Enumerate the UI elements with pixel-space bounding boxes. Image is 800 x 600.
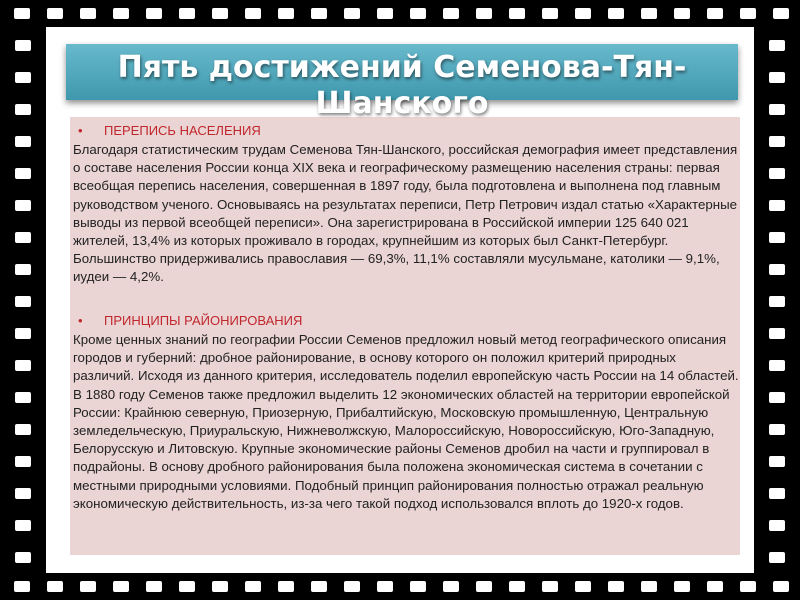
film-perforation bbox=[769, 40, 785, 51]
film-perforation bbox=[769, 520, 785, 531]
film-perforation bbox=[15, 72, 31, 83]
film-perforation bbox=[377, 581, 393, 592]
film-perforation bbox=[15, 264, 31, 275]
film-perforation bbox=[179, 8, 195, 19]
film-perforation bbox=[47, 8, 63, 19]
film-perforation bbox=[344, 581, 360, 592]
film-perforation bbox=[769, 392, 785, 403]
film-perforation bbox=[443, 8, 459, 19]
film-perforation bbox=[15, 40, 31, 51]
film-perforation bbox=[740, 581, 756, 592]
film-perforation bbox=[15, 424, 31, 435]
section-heading-census bbox=[78, 123, 261, 139]
film-perforation bbox=[769, 104, 785, 115]
bullet-icon: • bbox=[78, 313, 83, 328]
film-perforation bbox=[641, 8, 657, 19]
film-perforation bbox=[773, 581, 789, 592]
film-perforation bbox=[769, 552, 785, 563]
film-perforation bbox=[674, 8, 690, 19]
film-perforation bbox=[608, 8, 624, 19]
section-text-census: Благодаря статистическим трудам Семенова Тян-Шанского, российская демография имеет представления о составе населения России конца XIX века и географическому размещению населения страны: первая всеобщая перепись населения, совершенная в 1897 году, была подготовлена и выполнена под главным руководством ученого. Основываясь на результатах переписи, Петр Петрович издал статью «Характерные выводы из первой всеобщей переписи». Она зарегистрирована в Российской империи 125 640 021 жителей, 13,4% из которых проживало в городах, крупнейшим из которых был Санкт-Петербург. Большинство придерживались православия — 69,3%, 11,1% составляли мусульмане, католики — 9,1%, иудеи — 4,2%. bbox=[73, 142, 738, 285]
film-perforation bbox=[443, 581, 459, 592]
film-perforation bbox=[575, 8, 591, 19]
film-perforation bbox=[773, 8, 789, 19]
film-perforation bbox=[146, 8, 162, 19]
film-perforation bbox=[80, 8, 96, 19]
film-perforation bbox=[146, 581, 162, 592]
slide-title: Пять достижений Семенова-Тян-Шанского bbox=[117, 50, 687, 121]
film-perforation bbox=[740, 8, 756, 19]
film-perforation bbox=[113, 581, 129, 592]
film-perforation bbox=[15, 296, 31, 307]
film-perforation bbox=[769, 488, 785, 499]
film-perforation bbox=[14, 8, 30, 19]
film-perforation bbox=[245, 8, 261, 19]
film-perforation bbox=[245, 581, 261, 592]
film-perforation bbox=[15, 168, 31, 179]
film-perforation bbox=[278, 8, 294, 19]
film-perforation bbox=[47, 581, 63, 592]
film-perforation bbox=[15, 488, 31, 499]
film-perforation bbox=[769, 424, 785, 435]
film-perforation bbox=[707, 581, 723, 592]
film-perforation bbox=[410, 581, 426, 592]
film-perforation bbox=[311, 8, 327, 19]
film-perforation bbox=[15, 104, 31, 115]
film-perforation bbox=[14, 581, 30, 592]
film-perforation bbox=[769, 360, 785, 371]
film-perforation bbox=[769, 168, 785, 179]
film-perforation bbox=[769, 232, 785, 243]
film-perforation bbox=[769, 136, 785, 147]
film-perforation bbox=[476, 8, 492, 19]
film-perforation bbox=[509, 581, 525, 592]
film-perforation bbox=[278, 581, 294, 592]
film-perforation bbox=[377, 8, 393, 19]
film-perforation bbox=[608, 581, 624, 592]
film-perforation bbox=[769, 456, 785, 467]
film-perforation bbox=[769, 200, 785, 211]
film-perforation bbox=[15, 232, 31, 243]
film-perforation bbox=[707, 8, 723, 19]
heading-text: ПРИНЦИПЫ РАЙОНИРОВАНИЯ bbox=[104, 313, 303, 328]
film-perforation bbox=[769, 72, 785, 83]
film-perforation bbox=[15, 520, 31, 531]
bullet-icon: • bbox=[78, 123, 83, 138]
film-perforation bbox=[542, 581, 558, 592]
heading-text: ПЕРЕПИСЬ НАСЕЛЕНИЯ bbox=[104, 123, 261, 138]
film-perforation bbox=[15, 360, 31, 371]
film-perforation bbox=[769, 328, 785, 339]
film-perforation bbox=[641, 581, 657, 592]
film-perforation bbox=[15, 328, 31, 339]
film-perforation bbox=[15, 552, 31, 563]
film-perforation bbox=[311, 581, 327, 592]
film-perforation bbox=[179, 581, 195, 592]
film-perforation bbox=[542, 8, 558, 19]
film-perforation bbox=[15, 136, 31, 147]
film-perforation bbox=[15, 392, 31, 403]
film-perforation bbox=[113, 8, 129, 19]
film-perforation bbox=[212, 8, 228, 19]
film-perforation bbox=[212, 581, 228, 592]
film-perforation bbox=[80, 581, 96, 592]
film-perforation bbox=[410, 8, 426, 19]
film-perforation bbox=[344, 8, 360, 19]
film-perforation bbox=[575, 581, 591, 592]
film-perforation bbox=[509, 8, 525, 19]
section-heading-zoning bbox=[78, 313, 302, 329]
film-perforation bbox=[769, 264, 785, 275]
section-text-zoning: Кроме ценных знаний по географии России Семенов предложил новый метод географического описания городов и губерний: дробное районирование, в основу которого он положил критерий природных различий. Исходя из данного критерия, исследователь поделил европейскую часть России на 14 областей. В 1880 году Семенов также предложил выделить 12 экономических областей на территории европейской России: Крайнюю северную, Приозерную, Прибалтийскую, Московскую промышленную, Центральную земледельческую, Приуральскую, Нижневолжскую, Малороссийскую, Новороссийскую, Юго-Западную, Белорусскую и Литовскую. Крупные экономические районы Семенов дробил на части и группировал в подрайоны. В основу дробного районирования была положена экономическая система в сочетании с местными природными условиями. Подобный принцип районирования полностью отражал реальную экономическую действительность, из-за чего такой подход использовался вплоть до 1920-х годов. bbox=[73, 332, 739, 511]
film-perforation bbox=[769, 296, 785, 307]
film-perforation bbox=[15, 456, 31, 467]
film-perforation bbox=[674, 581, 690, 592]
film-perforation bbox=[15, 200, 31, 211]
film-perforation bbox=[476, 581, 492, 592]
